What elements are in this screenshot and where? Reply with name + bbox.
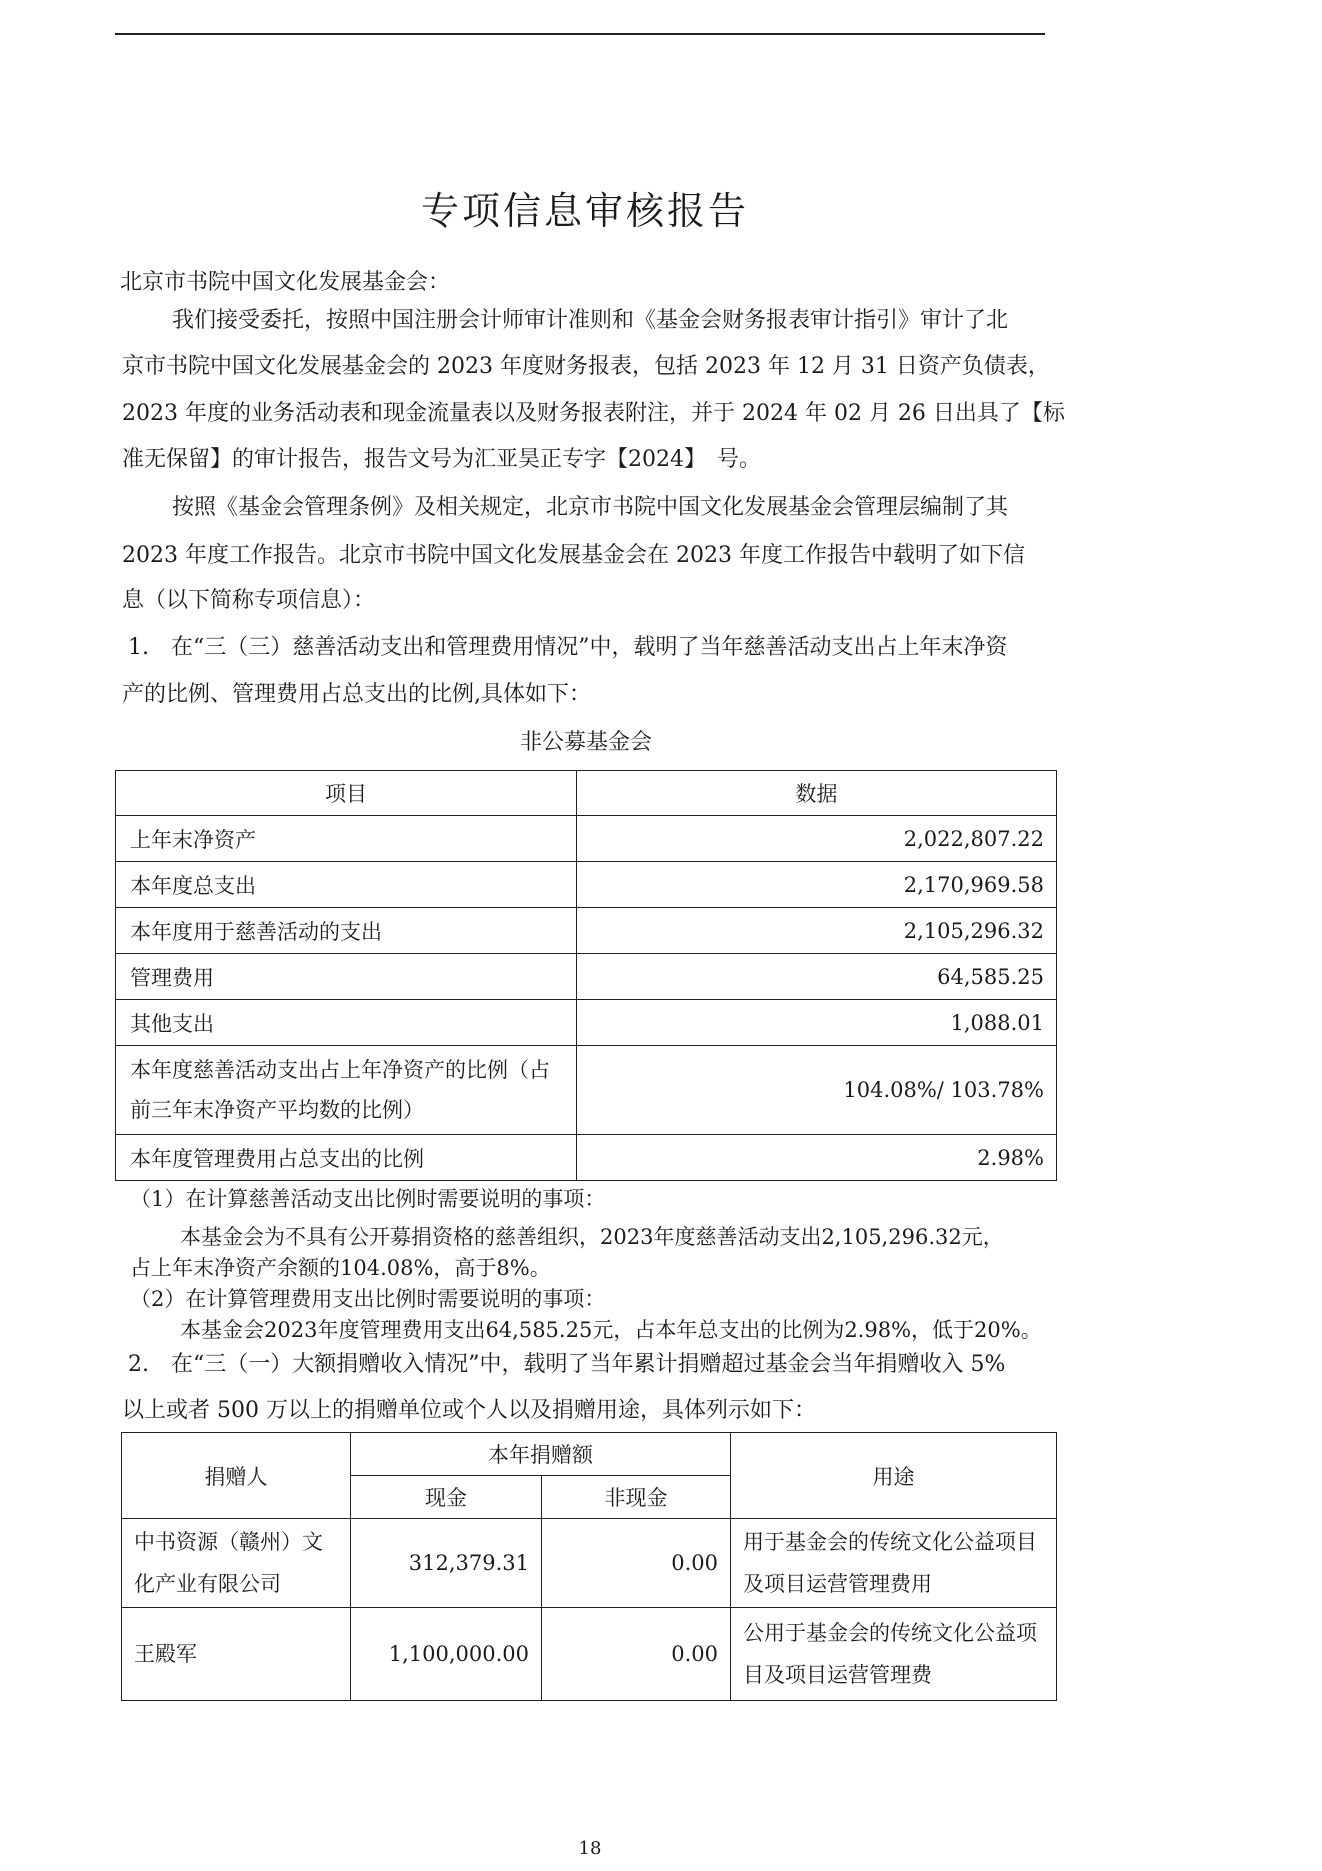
use-cell (731, 1519, 1057, 1608)
page-number: 18 (578, 1838, 602, 1859)
row-value: 104.08%/ 103.78% (577, 1046, 1057, 1135)
donation-table (121, 1432, 1057, 1701)
noncash-amount: 0.00 (542, 1608, 731, 1701)
column-header-donor: 捐赠人 (122, 1433, 351, 1519)
column-header: 项目 (116, 771, 577, 816)
row-label-line-2: 前三年末净资产平均数的比例） (130, 1098, 424, 1122)
table-row (116, 816, 1057, 862)
table-row (116, 862, 1057, 908)
table-row (116, 1135, 1057, 1181)
paragraph-1-line-3: 2023 年度的业务活动表和现金流量表以及财务报表附注，并于 2024 年 02 月 26 日出具了【标 (122, 401, 1065, 426)
table-1-caption: 非公募基金会 (520, 730, 653, 755)
donor-cell (122, 1608, 351, 1701)
note-1-heading: （1）在计算慈善活动支出比例时需要说明的事项： (130, 1187, 606, 1211)
paragraph-2-line-3: 息（以下简称专项信息）： (122, 588, 376, 613)
paragraph-2-line-1: 按照《基金会管理条例》及相关规定，北京市书院中国文化发展基金会管理层编制了其 (172, 495, 1009, 520)
donor-cell (122, 1519, 351, 1608)
item-1-line-2: 产的比例、管理费用占总支出的比例,具体如下： (122, 682, 591, 707)
charity-expense-table (115, 770, 1057, 1181)
cash-amount: 1,100,000.00 (351, 1608, 542, 1701)
table-row (116, 908, 1057, 954)
cash-amount: 312,379.31 (351, 1519, 542, 1608)
column-header: 数据 (577, 771, 1057, 816)
column-header-noncash: 非现金 (542, 1476, 731, 1519)
table-row (116, 1046, 1057, 1135)
table-row (122, 1519, 1057, 1608)
row-label: 上年末净资产 (116, 816, 577, 862)
donor-name-line-1: 王殿军 (134, 1642, 197, 1666)
row-value: 2,170,969.58 (577, 862, 1057, 908)
row-label: 本年度总支出 (116, 862, 577, 908)
paragraph-1-line-2: 京市书院中国文化发展基金会的 2023 年度财务报表，包括 2023 年 12 月 31 日资产负债表， (122, 354, 1050, 379)
row-label: 其他支出 (116, 1000, 577, 1046)
noncash-amount: 0.00 (542, 1519, 731, 1608)
column-header-amount: 本年捐赠额 (351, 1433, 731, 1476)
column-header-cash: 现金 (351, 1476, 542, 1519)
row-label-line-1: 本年度慈善活动支出占上年净资产的比例（占 (130, 1058, 550, 1082)
note-2-body: 本基金会2023年度管理费用支出64,585.25元，占本年总支出的比例为2.98%，低于20%。 (180, 1318, 1042, 1342)
top-rule (115, 33, 1045, 35)
row-value: 1,088.01 (577, 1000, 1057, 1046)
row-value: 2,022,807.22 (577, 816, 1057, 862)
note-2-heading: （2）在计算管理费用支出比例时需要说明的事项： (130, 1287, 606, 1311)
row-value: 64,585.25 (577, 954, 1057, 1000)
use-line-2: 目及项目运营管理费 (743, 1663, 932, 1687)
item-2-line-2: 以上或者 500 万以上的捐赠单位或个人以及捐赠用途，具体列示如下： (122, 1398, 816, 1423)
table-row (116, 954, 1057, 1000)
row-label (116, 1046, 577, 1135)
row-value: 2.98% (577, 1135, 1057, 1181)
paragraph-1-line-4: 准无保留】的审计报告，报告文号为汇亚昊正专字【2024】 号。 (122, 447, 761, 472)
paragraph-2-line-2: 2023 年度工作报告。北京市书院中国文化发展基金会在 2023 年度工作报告中载明了如下信 (122, 543, 1025, 568)
donor-name-line-1: 中书资源（赣州）文 (134, 1530, 323, 1554)
note-1-line-1: 本基金会为不具有公开募捐资格的慈善组织，2023年度慈善活动支出2,105,296.32元， (180, 1225, 1004, 1249)
row-label: 本年度管理费用占总支出的比例 (116, 1135, 577, 1181)
addressee: 北京市书院中国文化发展基金会： (120, 270, 451, 295)
paragraph-1-line-1: 我们接受委托，按照中国注册会计师审计准则和《基金会财务报表审计指引》审计了北 (172, 308, 1009, 333)
table-header-row (122, 1433, 1057, 1476)
item-2-line-1: 2. 在“三（一）大额捐赠收入情况”中，载明了当年累计捐赠超过基金会当年捐赠收入 5% (128, 1352, 1006, 1377)
row-label: 管理费用 (116, 954, 577, 1000)
donor-name-line-2: 化产业有限公司 (134, 1572, 281, 1596)
row-value: 2,105,296.32 (577, 908, 1057, 954)
item-1-line-1: 1. 在“三（三）慈善活动支出和管理费用情况”中，载明了当年慈善活动支出占上年末净资 (128, 635, 1008, 660)
page-title: 专项信息审核报告 (420, 189, 749, 233)
use-line-1: 公用于基金会的传统文化公益项 (743, 1621, 1037, 1645)
row-label: 本年度用于慈善活动的支出 (116, 908, 577, 954)
use-cell (731, 1608, 1057, 1701)
table-row (122, 1608, 1057, 1701)
note-1-line-2: 占上年末净资产余额的104.08%，高于8%。 (130, 1256, 551, 1280)
use-line-1: 用于基金会的传统文化公益项目 (743, 1530, 1037, 1554)
column-header-use: 用途 (731, 1433, 1057, 1519)
table-row (116, 1000, 1057, 1046)
table-header-row (116, 771, 1057, 816)
use-line-2: 及项目运营管理费用 (743, 1572, 932, 1596)
